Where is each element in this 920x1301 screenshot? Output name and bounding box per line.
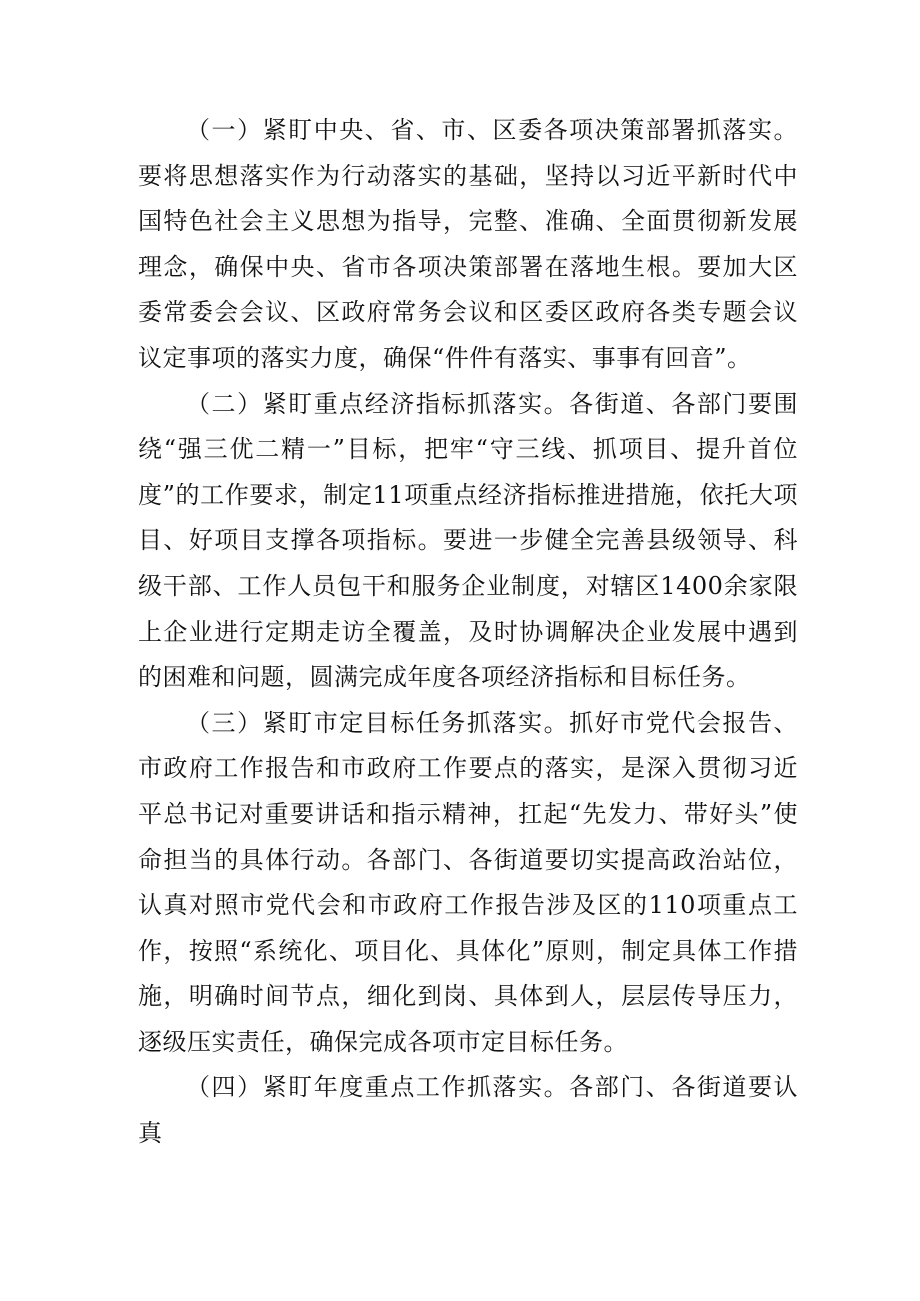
paragraph-2: （二）紧盯重点经济指标抓落实。各街道、各部门要围绕“强三优二精一”目标，把牢“守三线、抓项目、提升首位度”的工作要求，制定11项重点经济指标推进措施，依托大项目、好项目支撑各项指标。要进一步健全完善县级领导、科级干部、工作人员包干和服务企业制度，对辖区1400余家限上企业进行定期走访全覆盖，及时协调解决企业发展中遇到的困难和问题，圆满完成年度各项经济指标和目标任务。 (138, 389, 798, 692)
paragraph-4: （四）紧盯年度重点工作抓落实。各部门、各街道要认真 (138, 1073, 798, 1148)
paragraph-3: （三）紧盯市定目标任务抓落实。抓好市党代会报告、市政府工作报告和市政府工作要点的落实，是深入贯彻习近平总书记对重要讲话和指示精神，扛起“先发力、带好头”使命担当的具体行动。各部门、各街道要切实提高政治站位，认真对照市党代会和市政府工作报告涉及区的110项重点工作，按照“系统化、项目化、具体化”原则，制定具体工作措施，明确时间节点，细化到岗、具体到人，层层传导压力，逐级压实责任，确保完成各项市定目标任务。 (138, 708, 798, 1056)
paragraph-1: （一）紧盯中央、省、市、区委各项决策部署抓落实。要将思想落实作为行动落实的基础，坚持以习近平新时代中国特色社会主义思想为指导，完整、准确、全面贯彻新发展理念，确保中央、省市各项决策部署在落地生根。要加大区委常委会会议、区政府常务会议和区委区政府各类专题会议议定事项的落实力度，确保“件件有落实、事事有回音”。 (138, 116, 798, 372)
document-body (138, 108, 798, 1157)
